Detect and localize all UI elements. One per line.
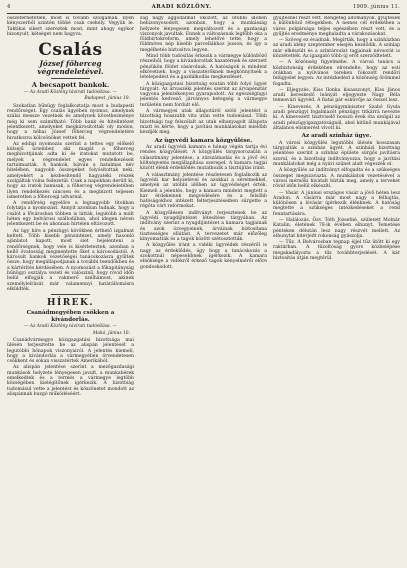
divider: [51, 294, 89, 295]
article-subtitle: József főherceg végrendeletével.: [37, 59, 104, 77]
page-number: 4: [7, 4, 11, 10]
article-dateline: Budapest, június 10.: [84, 96, 130, 102]
news-paragraph: — Tűz. A Belvárosban tegnap éjjel tűz ütött ki egy raktárban. A tűzoltóság gyors közbelépése megakadályozta a tűz továbbterjedését. A kár biztosítás útján megtérül.: [273, 240, 400, 262]
article-paragraph: A vármegyei utak állapotáról szóló jelentést a bizottság hosszabb vita után vette tudomásul. Több bizottsági tag felszólalt az utak elhanyagolt állapota miatt és kérte, hogy a javítási munkálatokat mielőbb kezdjék meg.: [140, 109, 267, 136]
news-paragraph: — Vásár. A júniusi országos vásár a jövő héten lesz Aradon. A vásárra már most nagy a felhajtás, különösen a lóvásár ígérkezik élénknek. A hatóság megtette a szükséges intézkedéseket a rend fenntartására.: [273, 190, 400, 217]
lead-paragraph: összeférhetetlen, most is tovább szolgálnak. Ilyen kényszerből szintén többé csak csekély. Vegyük le. Taktikai sikert szereztek most, mint ahogy egykor bizonyult, kétséget nem hagyva.: [7, 16, 134, 37]
news-item-title: Csanádmegyében csökken a kivándorlás.: [26, 310, 115, 323]
article-headline: A becsapott bankok.: [31, 81, 110, 90]
masthead: ARADI KÖZLÖNY.: [151, 4, 212, 10]
section-title: HÍREK.: [46, 298, 94, 309]
column-3: [273, 16, 400, 568]
news-item-title: Az aradi színház ügye.: [301, 133, 372, 140]
news-paragraph: A közgyűlés iránt a vidéki ügyvédek részéről is nagy az érdeklődés, úgy hogy a tanácskozás a szokottnál népesebbnek ígérkezik. A kamara elnöksége a vidékről érkező tagok kényelméről előre gondoskodott.: [140, 243, 267, 270]
column-1: [7, 16, 134, 568]
divider: [51, 78, 89, 79]
article-paragraph: A rendőrség egyelőre a legnagyobb titokban folytatja a nyomozást. Annyit azonban tudnak, hogy a csalót a fővárosban többen is látták, legutóbb a múlt héten egy belvárosi szállodában, ahol idegen néven jelentkezett be és ahonnan hirtelen eltávozott.: [7, 201, 134, 228]
news-item-byline: — Az Aradi Közlöny távirati tudósítása. —: [24, 324, 117, 330]
article-paragraph: gyűjtésnél részt vett. Rengeteg adományok, gyűjtések a különböző rétegekben. A nemes cél érdekében a város polgársága teljes egészében részt vett, és a gyűjtés eredménye meghaladta a várakozásokat.: [273, 16, 400, 37]
article-paragraph: — A közönség figyelmébe. A városi tanács a közbiztonság érdekében elrendelte, hogy az esti órákban a nyilvános tereken fokozott rendőri felügyelet legyen. Az intézkedést a közönség örömmel fogadta.: [273, 60, 400, 87]
news-paragraph: A közgyűlés az indítványt elfogadta és a szükséges összeget megszavazta. A munkálatok vezetésével a városi mérnöki hivatalt bízták meg, amely a terveket rövid időn belül elkészíti.: [273, 168, 400, 190]
article-paragraph: Mind több tudósítás érkezik a vármegye különböző részeiből, hogy a kivándoroltak hazatérnek és szerzett pénzükön földet vásárolnak. A hatóságok is mindent elkövetnek, hogy a visszatérőknek megkönnyítsék a letelepedést és a gazdálkodás megkezdését.: [140, 54, 267, 81]
article-paragraph: Az eddigi nyomozás szerint a tettes egy előkelő külsejű úriember, aki magát a főherceg megbízottjának adta ki és iratokat mutatott be, melyek a végrendelet egyes rendelkezéseit tartalmazták. A bankok, bízván a hatalmas név hitelében, nagyobb összegeket folyósítottak neki, amelyekért a kézbesítendő hagyatéki részek szolgáltak volna fedezetül. Csak a napokban derült ki, hogy az iratok hamisak, a főherceg végrendeletében ilyen rendelkezés nincsen és a megbízott teljesen ismeretlen a főhercegi udvarnál.: [7, 141, 134, 200]
news-item-dateline: Makó, június 10.: [92, 330, 130, 336]
article-paragraph: Szokatlan bűnügy foglalkoztatja most a budapesti rendőrséget. Egy csalás ügyében nyomoz, amelynek szálai messze vezetnek és amelynek következménye még ki sem számítható. Több bank és hitelintézet jelentkezett, amelyeket megkárosítottak oly módon, hogy a néhai József főherceg végrendeletére hivatkozva kölcsönöket vettek fel.: [7, 103, 134, 141]
columns: [7, 16, 400, 568]
news-paragraph: A közgyűlésen indítványt terjesztenek be az ügyvédi nyugdíjintézet létesítése tárgyában. Az indítvány szerint a nyugdíjintézet a kamara tagjainak és azok özvegyeinek, árváinak biztosítana tisztességes ellátást. A tervezetet már előzőleg kinyomatták és a tagok között szétosztották.: [140, 210, 267, 243]
page-header: [7, 4, 400, 14]
news-paragraph: — Halálozás. Özv. Tóth Józsefné, született Molnár Katalin, életének 78-ik évében elhunyt. Temetése pénteken délután lesz nagy részvét mellett. Az elhunytat kiterjedt rokonság gyászolja.: [273, 217, 400, 239]
article-paragraph: A közigazgatási bizottság ezután több folyó ügyet tárgyalt. Az árvaszéki jelentés szerint az árvapénztár vagyona jelentékenyen gyarapodott. Az egészségügyi jelentés kedvező, járványos betegség a vármegye területén nem fordult elő.: [140, 81, 267, 108]
issue-date: 1909. június 11.: [352, 4, 400, 10]
article-paragraph: — Szöveg ez évadnak. Megírták, hogy a színházban az aradi idény szeptember elsején kezdődik. A szinlap már elkészült és a színtársulat tagjainak névsorát is közzétették. Az igazgató több új erőt szerződtetett.: [273, 38, 400, 60]
news-item-title: Az ügyvédi kamara közgyűlése.: [154, 137, 253, 144]
article-title: Csalás: [38, 40, 103, 61]
article-paragraph: Az ügy híre a pénzügyi körökben érthető izgalmat keltett. Több kisebb pénzintézet, amely hasonló ajánlatot kapott, most siet bejelenteni a rendőrségnek, hogy vele is kísérleteztek, azonban a kellő óvatosság megmentette őket a károsodástól. A károsult bankok vezetőségei tanácskozásra gyűltek össze, hogy megállapodjanak a további teendőkben és a kártérítés kérdésében. A nyomozást a főkapitányság bűnügyi osztálya vezeti és valószínű, hogy rövid időn belül elfogják a vakmerő szélhámost, akinek személyleírását már valamennyi határállomásra elküldték.: [7, 228, 134, 292]
news-paragraph: Csanádvármegye közigazgatási bizottsága mai ülésén terjesztette be az alispán jelentését a legutóbbi hónapok viszonyairól. A jelentés kiemeli, hogy a kivándorlás a vármegyében örvendetesen csökkent és sokan visszatértek Amerikából.: [7, 337, 134, 365]
article-paragraph: — Eljegyzés. Kiss Ilonka kisasszonyt, Kiss János aradi kereskedő leányát eljegyezte Nagy Béla temesvári ügyvéd. A fiatal pár esküvője az ősszel lesz.: [273, 87, 400, 104]
article-byline: — Az Aradi Közlöny távirati tudósítása. —: [24, 90, 117, 96]
news-paragraph: A városi közgyűlés legutóbbi ülésén hosszasan tárgyalták a színház ügyét. A színházi bizottság jelentése szerint a színház épülete sürgős javításra szorul, és a bizottság indítványozza, hogy a javítási munkálatokat még a nyári szünet alatt végezzék el.: [273, 140, 400, 168]
article-paragraph: — Kinevezés. A pénzügyminiszter Szabó Gyula aradi pénzügyi fogalmazót pénzügyi titkárrá nevezte ki. A kinevezett tisztviselő hosszú évek óta szolgál az aradi pénzügyigazgatóságnál, ahol kitűnő munkájával általános elismerést vívott ki.: [273, 104, 400, 131]
article-paragraph: ság nagy aggodalmat okozott, az utóbbi időben bebizonyosodott, azonban, hogy a munkásság helyzete lényegesen megváltozott és a gazdasági viszonyok javultak. Ennek a változásnak legfőbb oka a földbirtokreform, amely lehetővé tette, hogy a földmíves nép kisebb parcellákhoz jusson, és így a megélhetés biztosítva legyen.: [140, 16, 267, 53]
news-paragraph: A választmány jelentése részletesen foglalkozik az ügyvédi kar helyzetével és azokkal a sérelmekkel, amelyek az utóbbi időben az ügyvédséget érték. Kiemeli a jelentés, hogy a kamara mindent megtett a kar érdekeinek megvédésére és a felsőbb hatóságokhoz intézett felterjesztéseiben sürgette a régóta várt reformokat.: [140, 172, 267, 210]
column-2: [140, 16, 267, 568]
news-paragraph: Az aradi ügyvédi kamara e hónap végén tartja évi rendes közgyűlését. A közgyűlés tárgysorozatán a választmány jelentése, a zárszámadás és a jövő évi költségvetés megállapítása szerepel. A kamara tagjai között élénk érdeklődés mutatkozik a tisztújítás iránt.: [140, 145, 267, 172]
news-paragraph: Az alispán jelentése szerint a mezőgazdasági munkások helyzete lényegesen javult, a munkabérek emelkedtek és a termés a vármegye legtöbb községében kielégítőnek ígérkezik. A bizottság tudomásul vette a jelentést és köszönetet mondott az alispánnak buzgó működéséért.: [7, 365, 134, 397]
